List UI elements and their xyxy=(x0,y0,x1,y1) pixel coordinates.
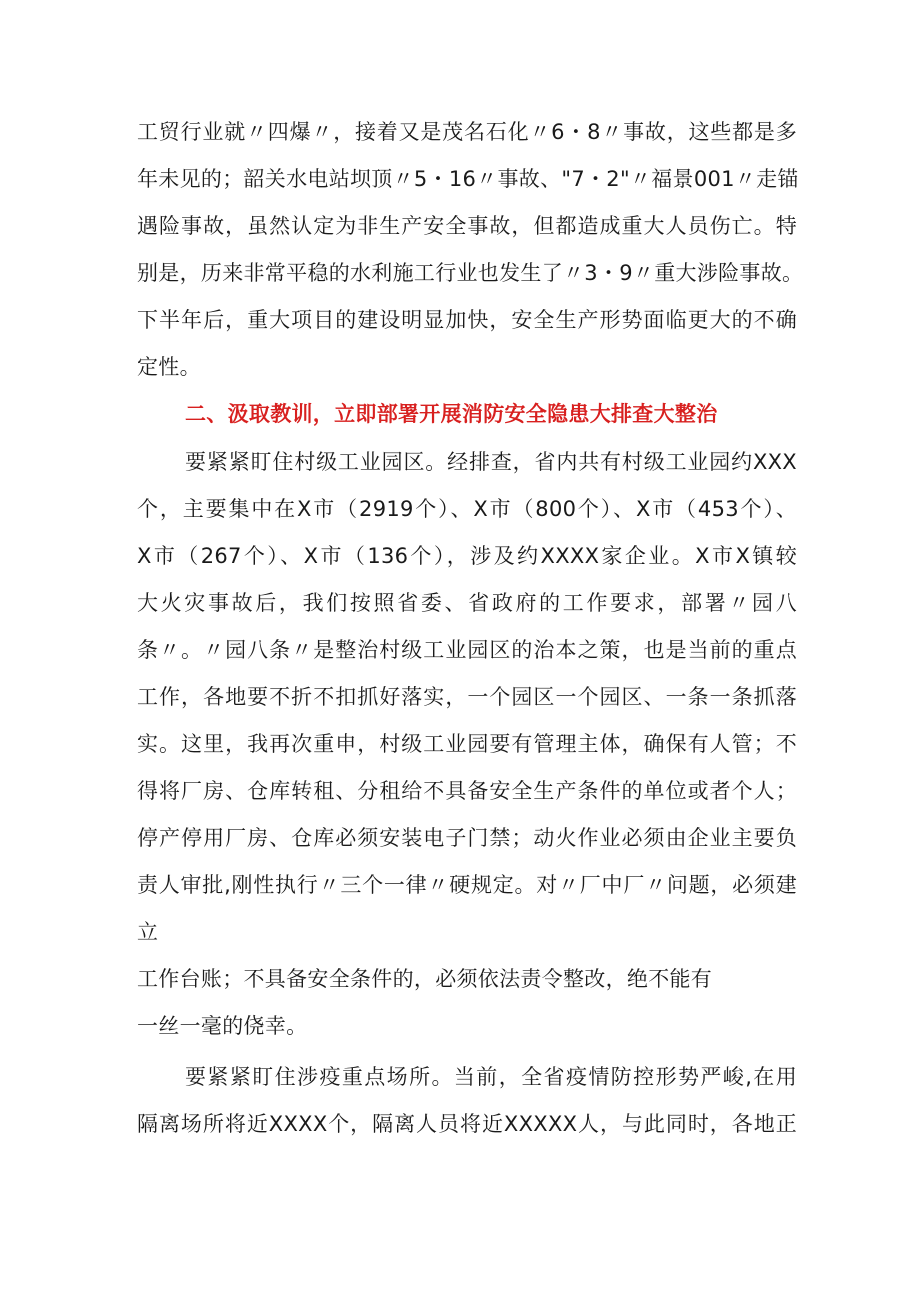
paragraph-2-line-9: 停产停用厂房、仓库必须安装电子门禁；动火作业必须由企业主要负 xyxy=(137,826,797,850)
paragraph-1-line-4: 别是，历来非常平稳的水利施工行业也发生了〃3・9〃重大涉险事故。 xyxy=(137,261,804,285)
paragraph-2-line-5: 条〃。〃园八条〃是整治村级工业园区的治本之策，也是当前的重点 xyxy=(137,638,797,662)
paragraph-2-line-13: 一丝一毫的侥幸。 xyxy=(137,1014,308,1038)
paragraph-2-line-8: 得将厂房、仓库转租、分租给不具备安全生产条件的单位或者个人； xyxy=(137,779,797,803)
paragraph-2-line-3: X市（267个）、X市（136个），涉及约XXXX家企业。X市X镇较 xyxy=(137,544,797,568)
paragraph-1-line-1: 工贸行业就〃四爆〃，接着又是茂名石化〃6・8〃事故，这些都是多 xyxy=(137,120,797,144)
paragraph-2-line-1: 要紧紧盯住村级工业园区。经排查，省内共有村级工业园约XXX xyxy=(185,450,797,474)
paragraph-1-line-6: 定性。 xyxy=(137,355,201,379)
paragraph-2-line-2: 个，主要集中在X市（2919个）、X市（800个）、X市（453个）、 xyxy=(137,497,797,521)
paragraph-1-line-5: 下半年后，重大项目的建设明显加快，安全生产形势面临更大的不确 xyxy=(137,308,797,332)
paragraph-1-line-3: 遇险事故，虽然认定为非生产安全事故，但都造成重大人员伤亡。特 xyxy=(137,214,797,238)
paragraph-2-line-10: 责人审批,刚性执行〃三个一律〃硬规定。对〃厂中厂〃问题，必须建 xyxy=(137,873,797,897)
paragraph-2-line-4: 大火灾事故后，我们按照省委、省政府的工作要求，部署〃园八 xyxy=(137,591,797,615)
paragraph-2-line-6: 工作，各地要不折不扣抓好落实，一个园区一个园区、一条一条抓落 xyxy=(137,685,797,709)
paragraph-2-line-7: 实。这里，我再次重申，村级工业园要有管理主体，确保有人管；不 xyxy=(137,732,797,756)
paragraph-3-line-2: 隔离场所将近XXXX个，隔离人员将近XXXXX人，与此同时，各地正 xyxy=(137,1112,797,1136)
section-heading: 二、汲取教训，立即部署开展消防安全隐患大排查大整治 xyxy=(185,402,718,426)
paragraph-2-line-12: 工作台账；不具备安全条件的，必须依法责令整改，绝不能有 xyxy=(137,967,713,991)
paragraph-3-line-1: 要紧紧盯住涉疫重点场所。当前，全省疫情防控形势严峻,在用 xyxy=(185,1065,797,1089)
paragraph-2-line-11: 立 xyxy=(137,920,159,944)
paragraph-1-line-2: 年未见的；韶关水电站坝顶〃5・16〃事故、"7・2"〃福景001〃走锚 xyxy=(137,167,799,191)
